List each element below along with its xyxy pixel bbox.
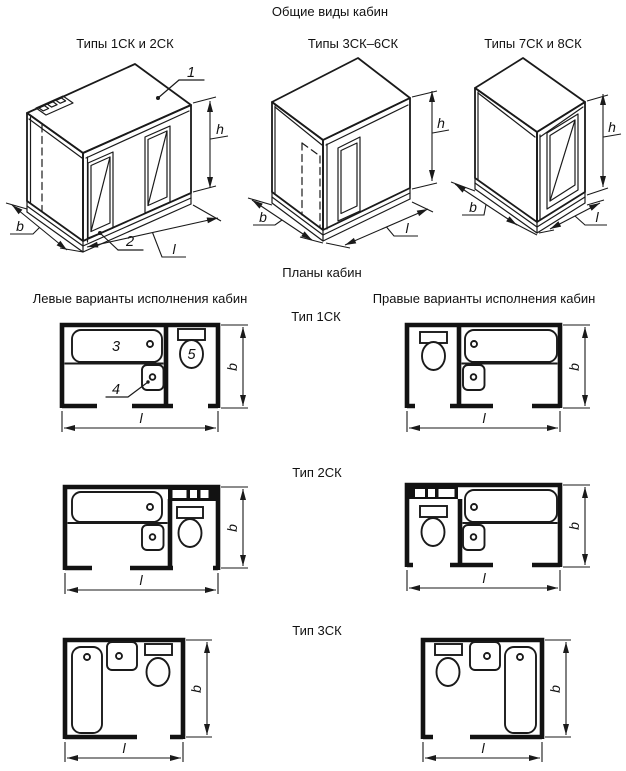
- callout-toilet: 5: [187, 347, 196, 363]
- washbasin-shape: [142, 525, 164, 550]
- svg-text:l: l: [595, 209, 599, 225]
- isometric-view-3: [440, 55, 626, 267]
- svg-text:l: l: [139, 410, 143, 426]
- svg-text:b: b: [16, 218, 24, 234]
- toilet-shape: [435, 644, 462, 686]
- bathtub-shape: [463, 490, 558, 523]
- svg-text:b: b: [547, 685, 563, 693]
- view2-label: Типы 3СК–6СК: [307, 36, 399, 51]
- door-opening: [145, 126, 170, 213]
- washbasin-shape: [107, 642, 137, 670]
- svg-text:l: l: [405, 220, 409, 236]
- dimension-depth: [6, 203, 83, 252]
- svg-text:b: b: [224, 524, 240, 532]
- toilet-shape: [420, 332, 447, 370]
- dimension-height: [587, 94, 621, 195]
- vent-grille: [36, 96, 73, 115]
- plan-row3-label: Тип 3СК: [292, 623, 342, 638]
- svg-text:b: b: [259, 209, 267, 225]
- dimension-height: [193, 97, 228, 192]
- svg-text:b: b: [566, 363, 582, 371]
- svg-text:h: h: [216, 121, 224, 137]
- svg-text:b: b: [188, 685, 204, 693]
- svg-text:b: b: [469, 199, 477, 215]
- svg-text:2: 2: [125, 234, 135, 250]
- hidden-door-outline: [302, 143, 320, 227]
- svg-text:b: b: [224, 363, 240, 371]
- dimension-depth: [451, 182, 537, 235]
- plan-3ck-left: [40, 625, 265, 771]
- door-opening: [88, 152, 113, 238]
- plan-row1-label: Тип 1СК: [291, 309, 341, 324]
- plan-3ck-right: [390, 625, 615, 771]
- toilet-shape: [145, 644, 172, 686]
- dimension-depth: [221, 325, 248, 408]
- callout-bathtub: 3: [111, 339, 121, 355]
- dimension-length: [65, 740, 183, 762]
- svg-text:l: l: [122, 740, 126, 756]
- dimension-depth: [563, 325, 590, 408]
- dimension-length: [407, 570, 560, 591]
- bathtub-shape: [462, 330, 558, 364]
- plan-2ck-left: [40, 455, 285, 600]
- washbasin-shape: [463, 365, 485, 390]
- svg-text:l: l: [482, 570, 486, 586]
- callout-base-panel: [98, 231, 143, 250]
- washbasin-shape: [142, 365, 164, 390]
- plan-1ck-right: [390, 310, 615, 445]
- dimension-depth: [563, 485, 590, 567]
- isometric-view-2: [240, 55, 452, 267]
- svg-text:l: l: [172, 241, 176, 257]
- isometric-view-1: [0, 55, 232, 267]
- plan-1ck-left: [40, 310, 265, 445]
- dimension-length: [65, 572, 218, 594]
- toilet-shape: [177, 507, 203, 547]
- right-variants-title: Правые варианты исполнения кабин: [372, 291, 596, 306]
- svg-text:l: l: [139, 572, 143, 588]
- left-variants-title: Левые варианты исполнения кабин: [32, 291, 248, 306]
- bathtub-shape: [68, 492, 168, 523]
- door-opening: [338, 137, 360, 221]
- svg-text:h: h: [608, 119, 616, 135]
- svg-text:l: l: [481, 740, 485, 756]
- bathtub-shape: [72, 647, 102, 733]
- svg-text:4: 4: [111, 382, 121, 398]
- dimension-length: [62, 410, 218, 432]
- dimension-length: [407, 410, 560, 432]
- svg-text:l: l: [482, 410, 486, 426]
- callout-roof-panel: [156, 65, 204, 100]
- dimension-depth: [186, 640, 212, 737]
- plan-2ck-right: [390, 455, 626, 600]
- dimension-length: [326, 202, 433, 248]
- base-slab: [475, 178, 585, 233]
- dimension-length: [423, 740, 542, 762]
- general-views-title: Общие виды кабин: [271, 4, 389, 19]
- dimension-depth: [545, 640, 571, 737]
- washbasin-shape: [470, 642, 500, 670]
- washbasin-shape: [463, 525, 485, 550]
- vent-duct-block: [168, 485, 220, 501]
- view1-label: Типы 1СК и 2СК: [76, 36, 174, 51]
- bathtub-shape: [505, 647, 536, 733]
- plans-title: Планы кабин: [282, 265, 362, 280]
- toilet-shape: [420, 506, 447, 546]
- base-slab: [27, 193, 191, 252]
- svg-text:b: b: [566, 522, 582, 530]
- plan-row2-label: Тип 2СК: [292, 465, 342, 480]
- view3-label: Типы 7СК и 8СК: [484, 36, 582, 51]
- svg-text:1: 1: [186, 65, 196, 81]
- svg-text:h: h: [437, 115, 445, 131]
- dimension-depth: [221, 487, 248, 568]
- vent-duct-block: [405, 483, 458, 499]
